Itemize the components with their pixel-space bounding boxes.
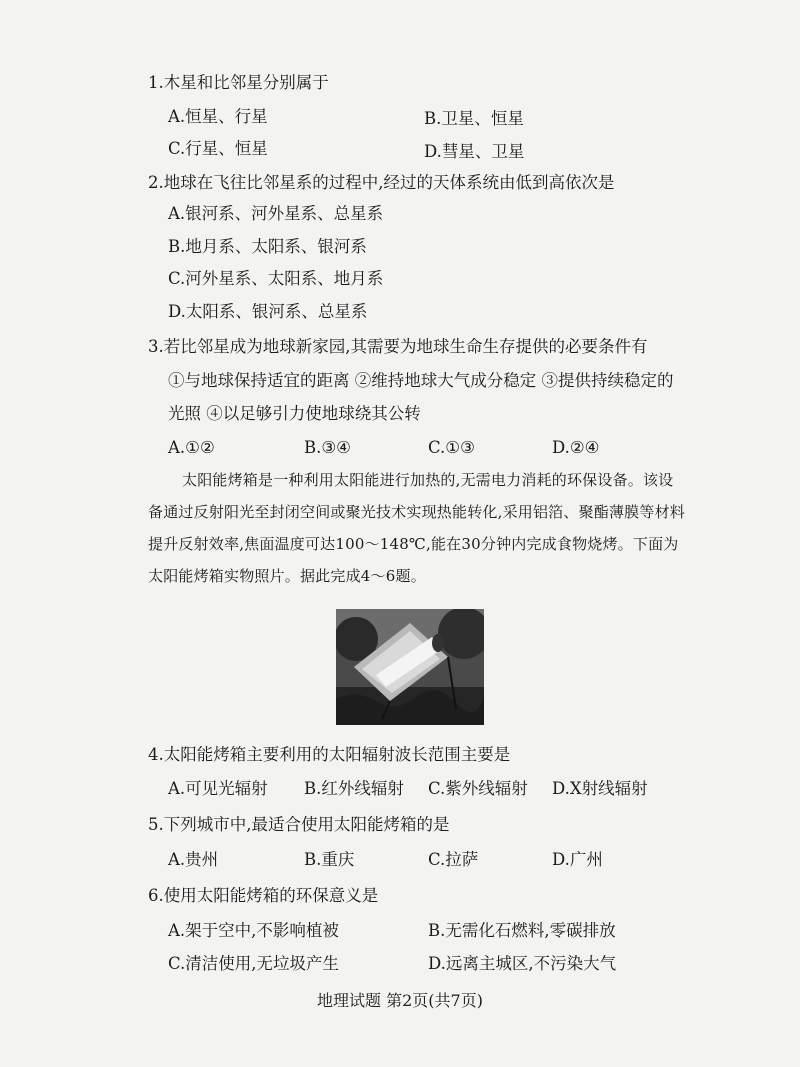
q5-stem: 5.下列城市中,最适合使用太阳能烤箱的是 <box>148 815 450 834</box>
page-footer: 地理试题 第2页(共7页) <box>317 991 483 1010</box>
q6-stem: 6.使用太阳能烤箱的环保意义是 <box>148 886 379 905</box>
q6-option-d: D.远离主城区,不污染大气 <box>428 954 617 973</box>
q4-option-b: B.红外线辐射 <box>304 779 404 798</box>
q4-stem: 4.太阳能烤箱主要利用的太阳辐射波长范围主要是 <box>148 745 511 764</box>
q6-option-a: A.架于空中,不影响植被 <box>168 921 339 940</box>
q2-option-b: B.地月系、太阳系、银河系 <box>168 237 367 256</box>
q1-option-b: B.卫星、恒星 <box>424 109 524 128</box>
q2-option-a: A.银河系、河外星系、总星系 <box>168 204 384 223</box>
q4-option-d: D.X射线辐射 <box>552 779 648 798</box>
q2-stem: 2.地球在飞往比邻星系的过程中,经过的天体系统由低到高依次是 <box>148 173 615 192</box>
q3-option-b: B.③④ <box>304 438 351 457</box>
solar-oven-photo <box>336 609 484 725</box>
q2-option-c: C.河外星系、太阳系、地月系 <box>168 269 384 288</box>
q1-option-a: A.恒星、行星 <box>168 107 268 126</box>
passage <box>148 464 688 592</box>
q3-stem: 3.若比邻星成为地球新家园,其需要为地球生命生存提供的必要条件有 <box>148 337 648 356</box>
q5-option-b: B.重庆 <box>304 850 355 869</box>
q3-option-a: A.①② <box>168 438 215 457</box>
q4-option-a: A.可见光辐射 <box>168 779 268 798</box>
q3-conditions-line1: ①与地球保持适宜的距离 ②维持地球大气成分稳定 ③提供持续稳定的 <box>168 371 674 390</box>
q5-option-d: D.广州 <box>552 850 603 869</box>
q2-option-d: D.太阳系、银河系、总星系 <box>168 302 368 321</box>
q6-option-b: B.无需化石燃料,零碳排放 <box>428 921 616 940</box>
q5-option-a: A.贵州 <box>168 850 219 869</box>
q1-option-c: C.行星、恒星 <box>168 139 268 158</box>
q3-option-d: D.②④ <box>552 438 600 457</box>
q3-conditions-line2: 光照 ④以足够引力使地球绕其公转 <box>168 404 421 423</box>
q5-option-c: C.拉萨 <box>428 850 479 869</box>
q3-option-c: C.①③ <box>428 438 475 457</box>
passage-text: 太阳能烤箱是一种利用太阳能进行加热的,无需电力消耗的环保设备。该设备通过反射阳光至封闭空间或聚光技术实现热能转化,采用铝箔、聚酯薄膜等材料提升反射效率,焦面温度可达100～148℃,能在30分钟内完成食物烧烤。下面为太阳能烤箱实物照片。据此完成4～6题。 <box>148 471 685 585</box>
q1-stem: 1.木星和比邻星分别属于 <box>148 73 329 92</box>
q6-option-c: C.清洁使用,无垃圾产生 <box>168 954 340 973</box>
q4-option-c: C.紫外线辐射 <box>428 779 528 798</box>
q1-option-d: D.彗星、卫星 <box>424 142 525 161</box>
